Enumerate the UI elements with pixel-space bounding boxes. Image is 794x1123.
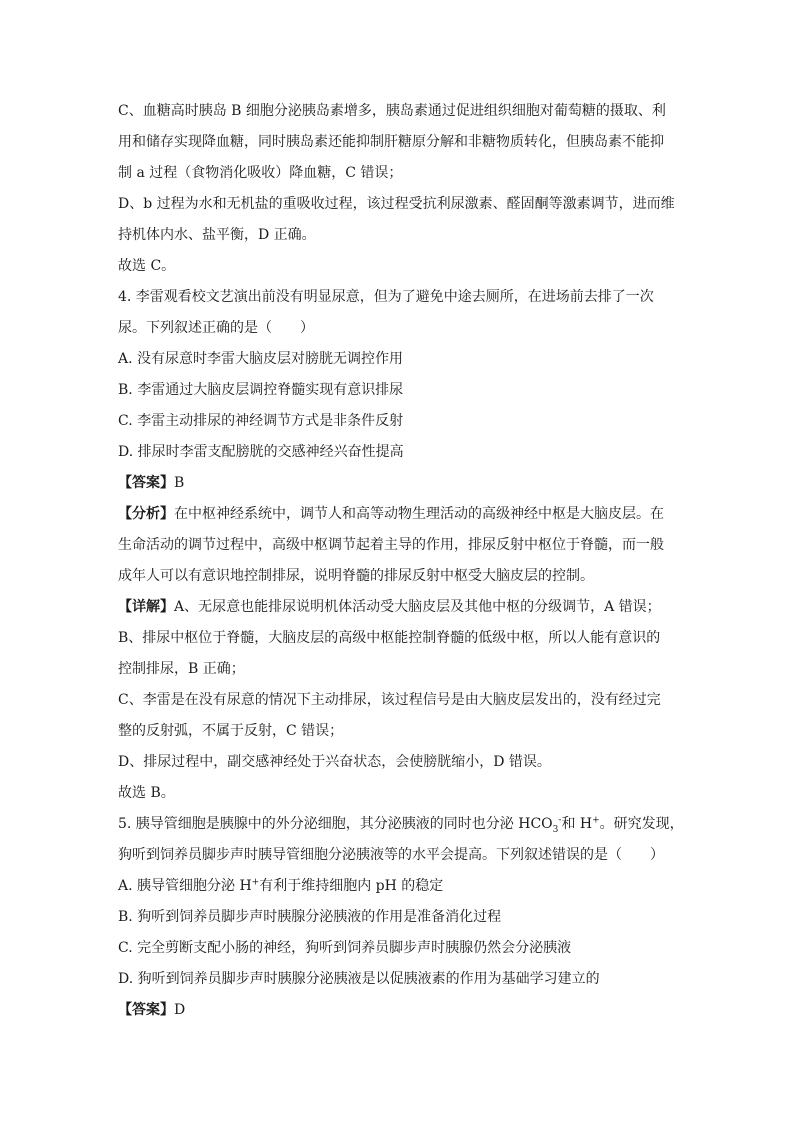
q4-detail-line-6: D、排尿过程中，副交感神经处于兴奋状态，会使膀胱缩小，D 错误。	[118, 754, 551, 770]
superscript: +	[251, 877, 260, 888]
q4-option-a: A. 没有尿意时李雷大脑皮层对膀胱无调控作用	[118, 351, 404, 367]
q4-detail-line-3: 控制排尿，B 正确；	[118, 661, 245, 677]
q4-conclusion: 故选 B。	[118, 785, 175, 801]
q4-detail-line-4: C、李雷是在没有尿意的情况下主动排尿，该过程信号是由大脑皮层发出的，没有经过完	[118, 692, 661, 708]
superscript: -	[558, 815, 562, 826]
q5-option-d: D. 狗听到饲养员脚步声时胰腺分泌胰液是以促胰液素的作用为基础学习建立的	[118, 971, 600, 987]
q4-analysis-line-1	[118, 499, 678, 530]
prev-conclusion: 故选 C。	[118, 258, 176, 274]
q5-option-b: B. 狗听到饲养员脚步声时胰腺分泌胰液的作用是准备消化过程	[118, 909, 502, 925]
q4-option-c: C. 李雷主动排尿的神经调节方式是非条件反射	[118, 413, 404, 429]
q4-stem-line-2: 尿。下列叙述正确的是（ ）	[118, 320, 314, 336]
analysis-c-line-3: 制 a 过程（食物消化吸收）降血糖，C 错误；	[118, 165, 403, 181]
option-text: A. 胰导管细胞分泌 H	[118, 878, 252, 894]
q5-stem-text: 5. 胰导管细胞是胰腺中的外分泌细胞，其分泌胰液的同时也分泌 HCO	[118, 816, 553, 832]
q5-stem-text: 和 H	[561, 816, 593, 832]
q4-detail-line-1	[118, 592, 678, 623]
q4-answer	[118, 468, 678, 499]
answer-value: D	[174, 1002, 186, 1018]
q4-analysis-line-3: 成年人可以有意识地控制排尿，说明脊髓的排尿反射中枢受大脑皮层的控制。	[118, 568, 594, 584]
page-content	[118, 96, 684, 1026]
analysis-d-line-1: D、b 过程为水和无机盐的重吸收过程，该过程受抗利尿激素、醛固酮等激素调节，进而维	[118, 196, 675, 212]
q5-stem-text: 。研究发现，	[599, 816, 684, 832]
option-text: 有利于维持细胞内 pH 的稳定	[259, 878, 444, 894]
detail-text: A、无尿意也能排尿说明机体活动受大脑皮层及其他中枢的分级调节，A 错误；	[174, 599, 661, 615]
detail-tag: 【详解】	[118, 599, 174, 615]
analysis-c-line-1: C、血糖高时胰岛 B 细胞分泌胰岛素增多，胰岛素通过促进组织细胞对葡萄糖的摄取、利	[118, 103, 666, 119]
subscript: 3	[552, 824, 559, 835]
answer-tag: 【答案】	[118, 1002, 174, 1018]
q5-stem-line-2: 狗听到饲养员脚步声时胰导管细胞分泌胰液等的水平会提高。下列叙述错误的是（ ）	[118, 847, 664, 863]
q4-option-d: D. 排尿时李雷支配膀胱的交感神经兴奋性提高	[118, 444, 404, 460]
q5-answer	[118, 995, 678, 1026]
analysis-d-line-2: 持机体内水、盐平衡，D 正确。	[118, 227, 316, 243]
analysis-c-line-2: 用和储存实现降血糖，同时胰岛素还能抑制肝糖原分解和非糖物质转化，但胰岛素不能抑	[118, 134, 664, 150]
answer-value: B	[174, 475, 185, 491]
q5-option-c: C. 完全剪断支配小肠的神经，狗听到饲养员脚步声时胰腺仍然会分泌胰液	[118, 940, 572, 956]
q5-stem-line-1	[118, 809, 684, 840]
analysis-tag: 【分析】	[118, 506, 174, 522]
q4-detail-line-5: 整的反射弧，不属于反射，C 错误；	[118, 723, 344, 739]
q5-option-a	[118, 871, 678, 902]
q4-option-b: B. 李雷通过大脑皮层调控脊髓实现有意识排尿	[118, 382, 404, 398]
q4-stem-line-1: 4. 李雷观看校文艺演出前没有明显尿意，但为了避免中途去厕所，在进场前去排了一次	[118, 289, 654, 305]
q4-detail-line-2: B、排尿中枢位于脊髓，大脑皮层的高级中枢能控制脊髓的低级中枢，所以人能有意识的	[118, 630, 661, 646]
analysis-text: 在中枢神经系统中，调节人和高等动物生理活动的高级神经中枢是大脑皮层。在	[174, 506, 664, 522]
q4-analysis-line-2: 生命活动的调节过程中，高级中枢调节起着主导的作用，排尿反射中枢位于脊髓，而一般	[118, 537, 664, 553]
answer-tag: 【答案】	[118, 475, 174, 491]
superscript: +	[592, 815, 600, 826]
